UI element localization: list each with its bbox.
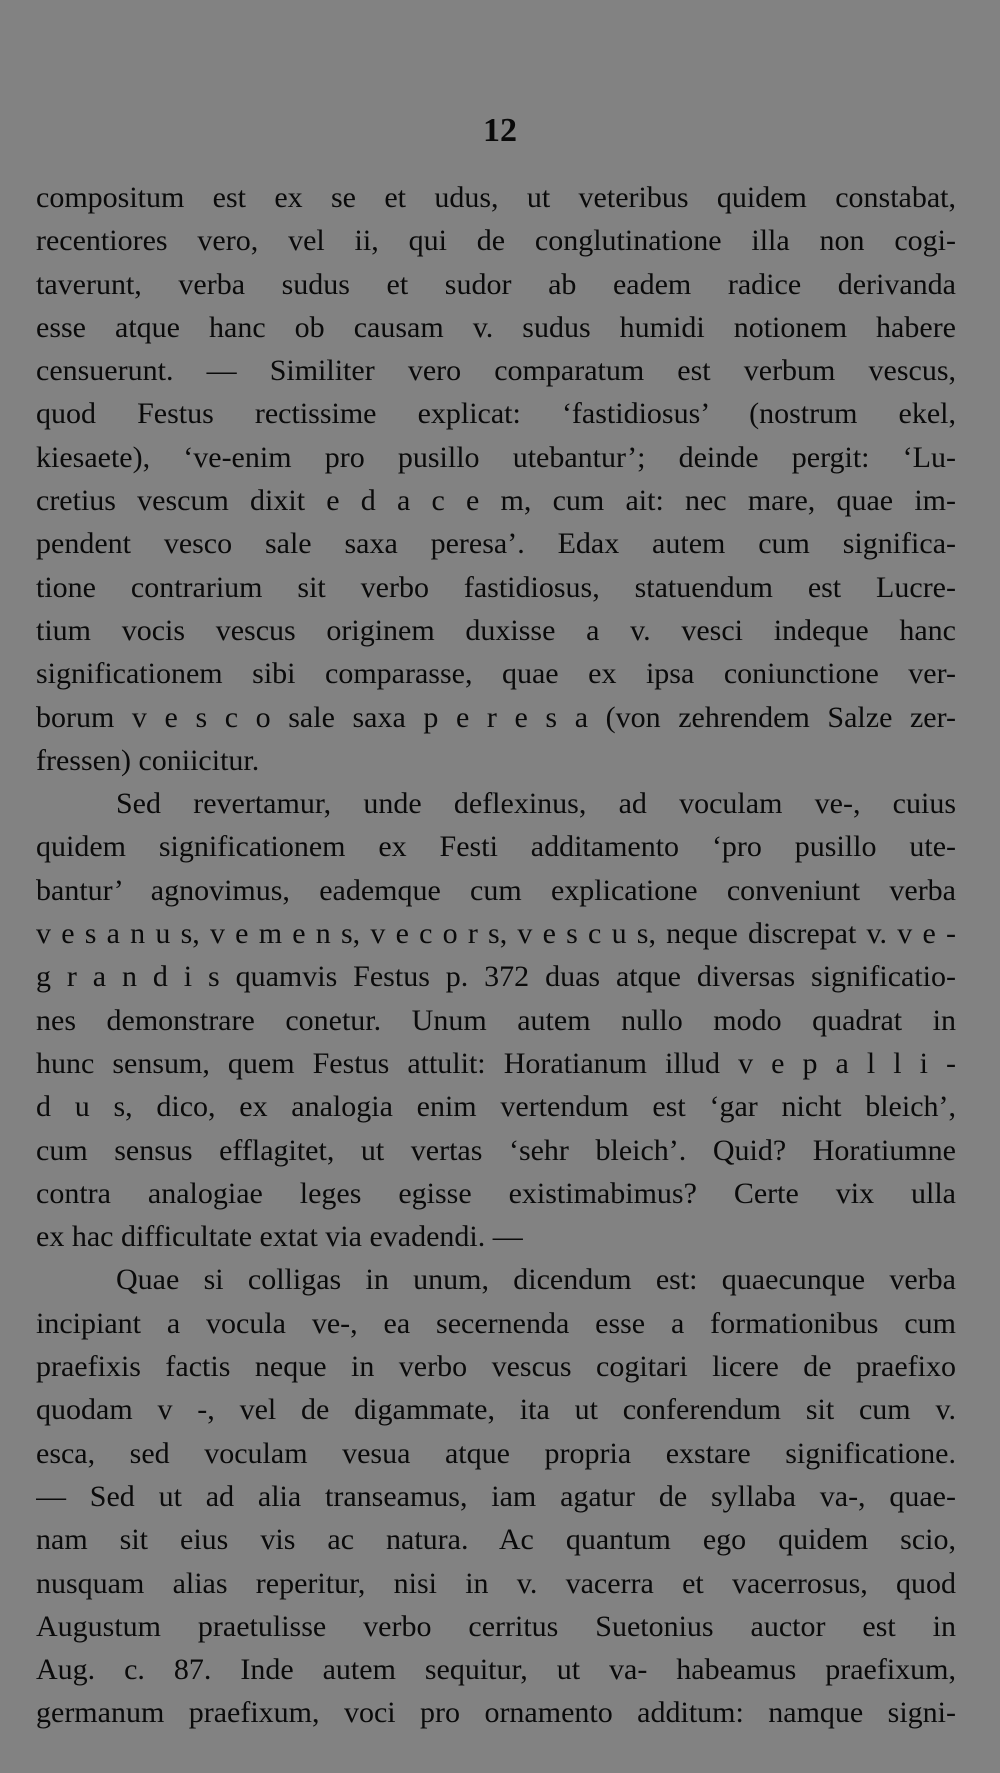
text-line: pendent vesco sale saxa peresa’. Edax autem cum significa- (36, 527, 956, 561)
text-line: taverunt, verba sudus et sudor ab eadem radice derivanda (36, 267, 956, 301)
text-line: compositum est ex se et udus, ut veteribus quidem constabat, (36, 181, 956, 214)
text-line: ex hac difficultate extat via evadendi. — (36, 1220, 523, 1254)
text-line: germanum praefixum, voci pro ornamento additum: namque signi- (36, 1696, 956, 1730)
text-line: g r a n d i s quamvis Festus p. 372 duas atque diversas significatio- (36, 960, 956, 994)
text-line: quod Festus rectissime explicat: ‘fastidiosus’ (nostrum ekel, (36, 397, 956, 431)
text-line: quodam v -, vel de digammate, ita ut conferendum sit cum v. (36, 1393, 956, 1427)
text-line: borum v e s c o sale saxa p e r e s a (von zehrendem Salze zer- (36, 700, 956, 734)
text-line: fressen) coniicitur. (36, 743, 260, 777)
text-line: nes demonstrare conetur. Unum autem nullo modo quadrat in (36, 1003, 956, 1037)
text-line: esse atque hanc ob causam v. sudus humidi notionem habere (36, 310, 956, 344)
text-line: quidem significationem ex Festi additamento ‘pro pusillo ute- (36, 830, 956, 864)
text-line: cum sensus efflagitet, ut vertas ‘sehr bleich’. Quid? Horatiumne (36, 1133, 956, 1167)
text-line: kiesaete), ‘ve-enim pro pusillo utebantur’; deinde pergit: ‘Lu- (36, 440, 956, 474)
text-line: v e s a n u s, v e m e n s, v e c o r s, v e s c u s, neque discrepat v. v e - (36, 917, 956, 951)
text-line: esca, sed voculam vesua atque propria exstare significatione. (36, 1436, 956, 1470)
text-line: nusquam alias reperitur, nisi in v. vacerra et vacerrosus, quod (36, 1566, 956, 1600)
text-line: contra analogiae leges egisse existimabimus? Certe vix ulla (36, 1176, 956, 1210)
text-line: recentiores vero, vel ii, qui de conglutinatione illa non cogi- (36, 224, 956, 258)
text-line: bantur’ agnovimus, eademque cum explicatione conveniunt verba (36, 873, 956, 907)
text-line: censuerunt. — Similiter vero comparatum est verbum vescus, (36, 354, 956, 388)
text-line: Quae si colligas in unum, dicendum est: quaecunque verba (116, 1263, 956, 1297)
text-line: Aug. c. 87. Inde autem sequitur, ut va- habeamus praefixum, (36, 1653, 956, 1687)
body-text (36, 176, 956, 1735)
text-line: nam sit eius vis ac natura. Ac quantum ego quidem scio, (36, 1523, 956, 1557)
text-line: Sed revertamur, unde deflexinus, ad voculam ve-, cuius (116, 787, 956, 821)
text-line: tione contrarium sit verbo fastidiosus, statuendum est Lucre- (36, 570, 956, 604)
text-line: — Sed ut ad alia transeamus, iam agatur de syllaba va-, quae- (36, 1479, 956, 1513)
page-number: 12 (483, 112, 517, 149)
text-line: incipiant a vocula ve-, ea secernenda esse a formationibus cum (36, 1306, 956, 1340)
text-line: tium vocis vescus originem duxisse a v. vesci indeque hanc (36, 613, 956, 647)
text-line: d u s, dico, ex analogia enim vertendum est ‘gar nicht bleich’, (36, 1090, 956, 1124)
text-line: cretius vescum dixit e d a c e m, cum ait: nec mare, quae im- (36, 484, 956, 518)
text-line: hunc sensum, quem Festus attulit: Horatianum illud v e p a l l i - (36, 1046, 956, 1080)
text-line: praefixis factis neque in verbo vescus cogitari licere de praefixo (36, 1350, 956, 1384)
text-line: Augustum praetulisse verbo cerritus Suetonius auctor est in (36, 1609, 956, 1643)
text-line: significationem sibi comparasse, quae ex ipsa coniunctione ver- (36, 657, 956, 691)
